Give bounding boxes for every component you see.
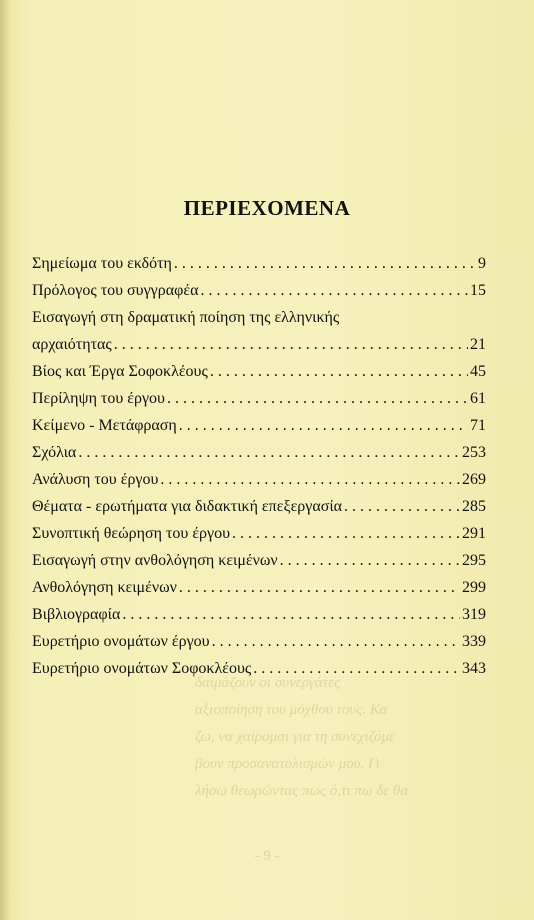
toc-entry-title: Συνοπτική θεώρηση του έργου bbox=[32, 525, 231, 542]
bleed-through-line: δαιμάζουν οι συνεργάτες bbox=[195, 675, 341, 691]
dot-leader bbox=[114, 331, 468, 358]
dot-leader bbox=[280, 547, 460, 574]
toc-entry-page: 295 bbox=[462, 552, 486, 569]
toc-entry bbox=[32, 250, 486, 277]
dot-leader bbox=[210, 358, 468, 385]
toc-entry-title: Ανάλυση του έργου bbox=[32, 471, 159, 488]
toc-entry-title: Εισαγωγή στην ανθολόγηση κειμένων bbox=[32, 552, 278, 569]
toc-entry-page: 319 bbox=[462, 606, 486, 623]
toc-entry bbox=[32, 385, 486, 412]
toc-entry-title: Πρόλογος του συγγραφέα bbox=[32, 282, 199, 299]
dot-leader bbox=[232, 520, 460, 547]
dot-leader bbox=[212, 628, 460, 655]
toc-entry-page: 15 bbox=[470, 282, 486, 299]
dot-leader bbox=[160, 466, 460, 493]
toc-entry-page: 253 bbox=[462, 444, 486, 461]
dot-leader bbox=[174, 250, 476, 277]
dot-leader bbox=[179, 412, 468, 439]
bleed-through-line: λήσω θεωρώντας πως ό,τι πω δε θα bbox=[195, 783, 409, 799]
spine-shadow bbox=[0, 0, 10, 920]
toc-entry-title: Ευρετήριο ονομάτων έργου bbox=[32, 633, 210, 650]
toc-entry-page: 45 bbox=[470, 363, 486, 380]
toc-entry bbox=[32, 466, 486, 493]
toc-entry-title: Βιβλιογραφία bbox=[32, 606, 121, 623]
toc-entry-page: 269 bbox=[462, 471, 486, 488]
dot-leader bbox=[78, 439, 460, 466]
bleed-through-text bbox=[195, 670, 515, 805]
toc-entry bbox=[32, 331, 486, 358]
toc-entry-title: Ανθολόγηση κειμένων bbox=[32, 579, 177, 596]
page-title: ΠΕΡΙΕΧΟΜΕΝΑ bbox=[183, 196, 351, 220]
bleed-through-page-number: - 9 - bbox=[254, 848, 280, 864]
toc-entry-title: Θέματα - ερωτήματα για διδακτική επεξεργασία bbox=[32, 498, 343, 515]
toc-entry-title: Σχόλια bbox=[32, 444, 77, 461]
toc-entry bbox=[32, 574, 486, 601]
toc-entry-page: 21 bbox=[470, 336, 486, 353]
toc-entry bbox=[32, 628, 486, 655]
dot-leader bbox=[344, 493, 460, 520]
toc-entry-title: Σημείωμα του εκδότη bbox=[32, 255, 172, 272]
dot-leader bbox=[179, 574, 460, 601]
toc-entry-title-line1: Εισαγωγή στη δραματική ποίηση της ελληνικής bbox=[32, 309, 340, 326]
dot-leader bbox=[200, 277, 468, 304]
toc-entry-page: 285 bbox=[462, 498, 486, 515]
toc-entry-title: αρχαιότητας bbox=[32, 336, 112, 353]
toc-entry bbox=[32, 358, 486, 385]
toc-entry-title: Περίληψη του έργου bbox=[32, 390, 165, 407]
toc-entry bbox=[32, 601, 486, 628]
toc-entry bbox=[32, 412, 486, 439]
toc-entry-title: Ευρετήριο ονομάτων Σοφοκλέους bbox=[32, 660, 252, 677]
toc-entry bbox=[32, 520, 486, 547]
toc-entry-title: Βίος και Έργα Σοφοκλέους bbox=[32, 363, 208, 380]
toc-entry bbox=[32, 493, 486, 520]
toc-entry bbox=[32, 277, 486, 304]
toc-entry bbox=[32, 439, 486, 466]
toc-entry-page: 61 bbox=[470, 390, 486, 407]
toc-entry bbox=[32, 547, 486, 574]
toc-entry-page: 343 bbox=[462, 660, 486, 677]
toc-entry-page: 71 bbox=[470, 417, 486, 434]
bleed-through-line: βουν προσανατολισμών μου. Γι bbox=[195, 756, 380, 772]
bleed-through-line: ζω, να χαίρομαι για τη συνεχιζόμε bbox=[195, 729, 395, 745]
toc-entry-page: 9 bbox=[478, 255, 486, 272]
dot-leader bbox=[167, 385, 468, 412]
toc-entry-title: Κείμενο - Μετάφραση bbox=[32, 417, 177, 434]
toc-entry-page: 339 bbox=[462, 633, 486, 650]
table-of-contents bbox=[32, 250, 486, 682]
bleed-through-line: αξιοποίηση του μόχθου τους. Κα bbox=[195, 702, 388, 718]
toc-entry-page: 291 bbox=[462, 525, 486, 542]
dot-leader bbox=[122, 601, 460, 628]
toc-entry-page: 299 bbox=[462, 579, 486, 596]
